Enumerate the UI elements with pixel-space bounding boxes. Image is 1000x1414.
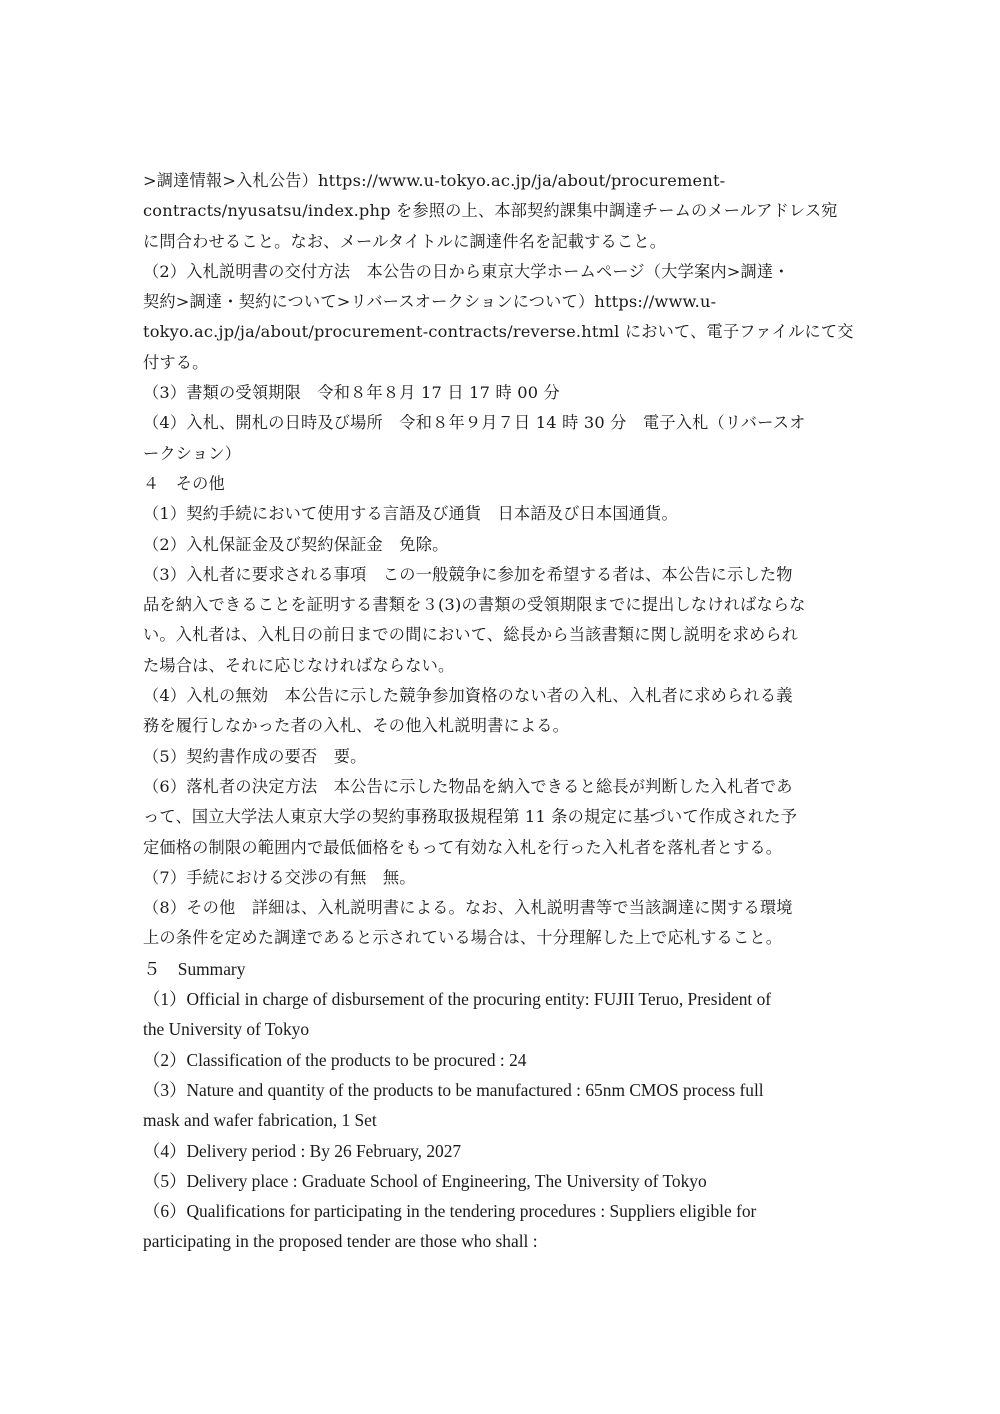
line-09: （4）入札、開札の日時及び場所 令和８年９月７日 14 時 30 分 電子入札（リバースオ bbox=[143, 413, 806, 433]
line-24: （7）手続における交渉の有無 無。 bbox=[143, 867, 416, 887]
line-06: tokyo.ac.jp/ja/about/procurement-contracts/reverse.html において、電子ファイルにて交 bbox=[143, 322, 854, 342]
line-36: participating in the proposed tender are those who shall : bbox=[143, 1231, 538, 1252]
line-08: （3）書類の受領期限 令和８年８月 17 日 17 時 00 分 bbox=[143, 383, 560, 403]
section-heading-5: ５ Summary bbox=[143, 958, 246, 979]
line-15: 品を納入できることを証明する書類を３(3)の書類の受領期限までに提出しなければならな bbox=[143, 595, 806, 615]
line-30: （2）Classification of the products to be procured : 24 bbox=[143, 1049, 527, 1070]
line-34: （5）Delivery place : Graduate School of Engineering, The University of Tokyo bbox=[143, 1170, 707, 1191]
line-14: （3）入札者に要求される事項 この一般競争に参加を希望する者は、本公告に示した物 bbox=[143, 564, 793, 584]
line-10: ークション） bbox=[143, 443, 242, 463]
line-19: 務を履行しなかった者の入札、その他入札説明書による。 bbox=[143, 716, 570, 736]
line-33: （4）Delivery period : By 26 February, 2027 bbox=[143, 1140, 462, 1161]
line-02: contracts/nyusatsu/index.php を参照の上、本部契約課集中調達チームのメールアドレス宛 bbox=[143, 201, 838, 221]
line-29: the University of Tokyo bbox=[143, 1019, 310, 1040]
line-04: （2）入札説明書の交付方法 本公告の日から東京大学ホームページ（大学案内>調達・ bbox=[143, 261, 790, 281]
line-13: （2）入札保証金及び契約保証金 免除。 bbox=[143, 534, 449, 554]
document-body bbox=[143, 166, 863, 1257]
line-17: た場合は、それに応じなければならない。 bbox=[143, 655, 455, 675]
section-heading-4: ４ その他 bbox=[143, 473, 225, 493]
line-01: >調達情報>入札公告）https://www.u-tokyo.ac.jp/ja/about/procurement- bbox=[143, 171, 726, 190]
line-16: い。入札者は、入札日の前日までの間において、総長から当該書類に関し説明を求められ bbox=[143, 625, 799, 645]
line-20: （5）契約書作成の要否 要。 bbox=[143, 746, 367, 766]
line-32: mask and wafer fabrication, 1 Set bbox=[143, 1110, 377, 1131]
line-03: に問合わせること。なお、メールタイトルに調達件名を記載すること。 bbox=[143, 231, 667, 251]
line-07: 付する。 bbox=[143, 352, 209, 372]
line-31: （3）Nature and quantity of the products to be manufactured : 65nm CMOS process full bbox=[143, 1079, 764, 1100]
line-26: 上の条件を定めた調達であると示されている場合は、十分理解した上で応札すること。 bbox=[143, 928, 783, 948]
line-12: （1）契約手続において使用する言語及び通貨 日本語及び日本国通貨。 bbox=[143, 504, 678, 524]
line-18: （4）入札の無効 本公告に示した競争参加資格のない者の入札、入札者に求められる義 bbox=[143, 686, 793, 706]
line-28: （1）Official in charge of disbursement of the procuring entity: FUJII Teruo, President of bbox=[143, 989, 772, 1010]
line-21: （6）落札者の決定方法 本公告に示した物品を納入できると総長が判断した入札者であ bbox=[143, 776, 793, 796]
line-23: 定価格の制限の範囲内で最低価格をもって有効な入札を行った入札者を落札者とする。 bbox=[143, 837, 783, 857]
line-05: 契約>調達・契約について>リバースオークションについて）https://www.u- bbox=[143, 292, 717, 312]
line-22: って、国立大学法人東京大学の契約事務取扱規程第 11 条の規定に基づいて作成された予 bbox=[143, 807, 798, 827]
line-35: （6）Qualifications for participating in the tendering procedures : Suppliers eligible for bbox=[143, 1201, 757, 1222]
line-25: （8）その他 詳細は、入札説明書による。なお、入札説明書等で当該調達に関する環境 bbox=[143, 898, 793, 918]
